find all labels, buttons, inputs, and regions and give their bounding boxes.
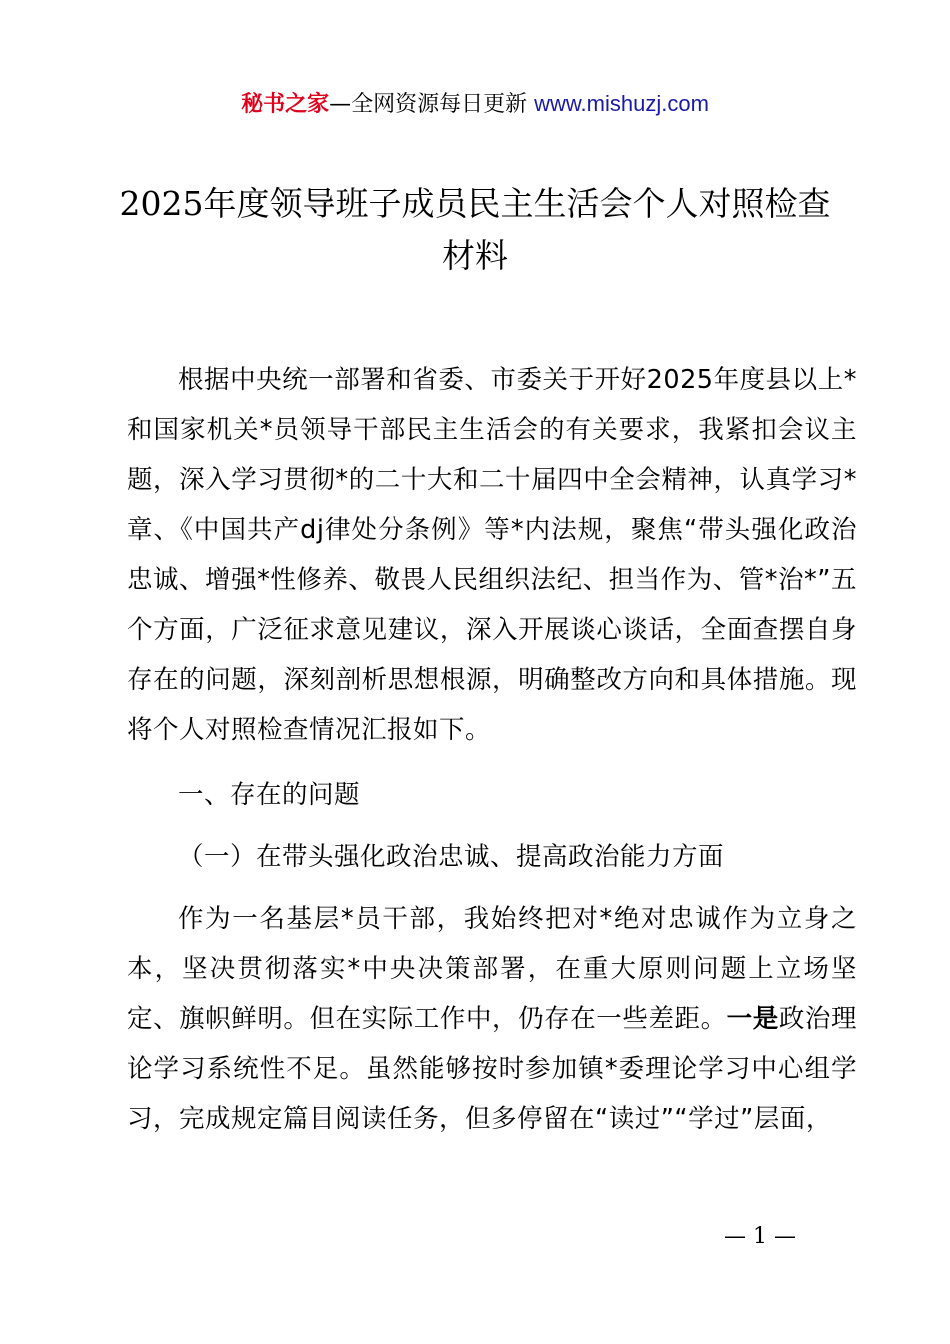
document-body [127, 355, 857, 1144]
paragraph-text-rest: 政治理论学习系统性不足。虽然能够按时参加镇*委理论学习中心组学习，完成规定篇目阅读任务，但多停留在“读过”“学过”层面， [127, 1004, 857, 1134]
point-label: 一是 [726, 1004, 779, 1034]
body-paragraph [127, 894, 857, 1144]
subsection-heading: （一）在带头强化政治忠诚、提高政治能力方面 [178, 842, 725, 872]
site-url-link[interactable]: www.mishuzj.com [534, 91, 709, 116]
intro-paragraph: 根据中央统一部署和省委、市委关于开好2025年度县以上*和国家机关*员领导干部民主生活会的有关要求，我紧扣会议主题，深入学习贯彻*的二十大和二十届四中全会精神，认真学习*章、《中国共产dj律处分条例》等*内法规，聚焦“带头强化政治忠诚、增强*性修养、敬畏人民组织法纪、担当作为、管*治*”五个方面，广泛征求意见建议，深入开展谈心谈话，全面查摆自身存在的问题，深刻剖析思想根源，明确整改方向和具体措施。现将个人对照检查情况汇报如下。 [127, 365, 857, 745]
document-title: 2025年度领导班子成员民主生活会个人对照检查材料 [119, 184, 831, 275]
site-brand: 秘书之家 [241, 92, 330, 117]
section-heading: 一、存在的问题 [178, 780, 361, 810]
paragraph-text-start: 作为一名基层*员干部，我始终把对*绝对忠诚作为立身之本，坚决贯彻落实*中央决策部署，在重大原则问题上立场坚定、旗帜鲜明。但在实际工作中，仍存在一些差距。 [127, 904, 857, 1034]
site-tagline: —全网资源每日更新 [329, 92, 528, 117]
site-header [0, 88, 950, 121]
page-number: — 1 — [724, 1224, 796, 1249]
